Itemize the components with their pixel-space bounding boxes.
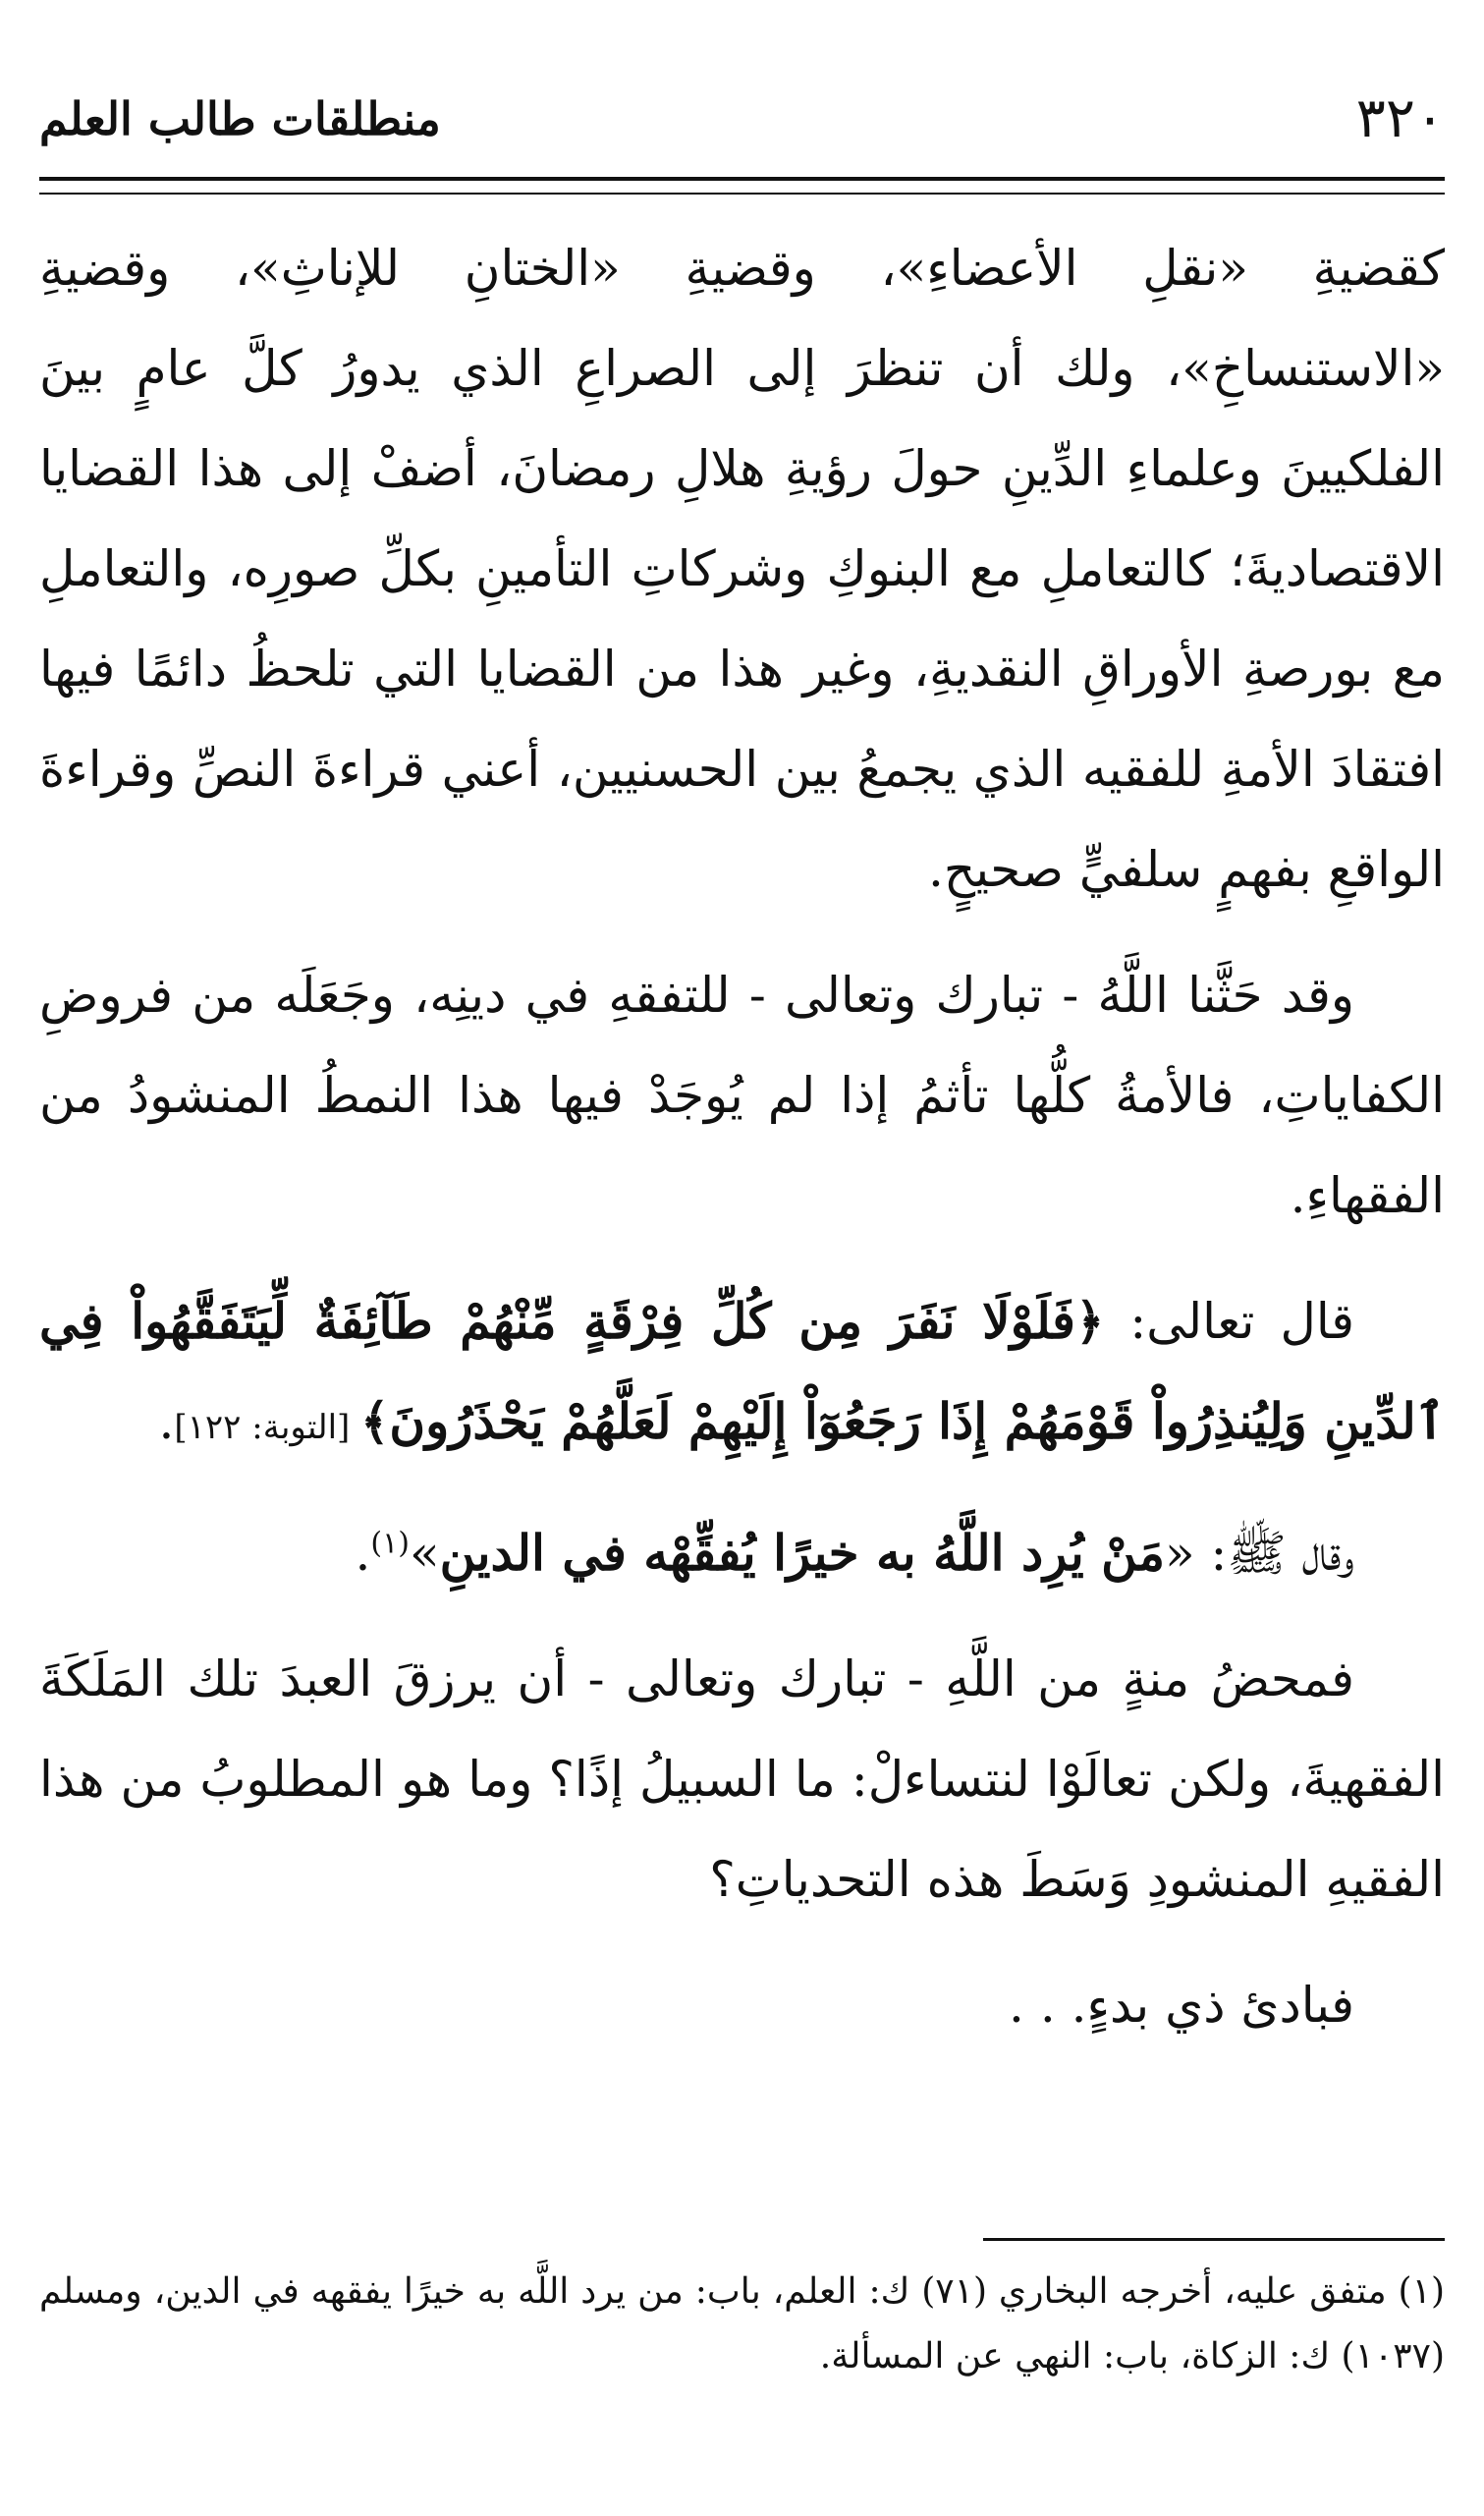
header-rule-thin — [39, 193, 1445, 195]
paragraph-5: فمحضُ منةٍ من اللَّهِ - تبارك وتعالى - أن يرزقَ العبدَ تلك المَلَكَةَ الفقهيةَ، ولكن تعالَوْا لنتساءلْ: ما السبيلُ إذًا؟ وما هو المطلوبُ من هذا الفقيهِ المنشودِ وَسَطَ هذه التحدياتِ؟ — [39, 1650, 1445, 1908]
verse-reference: [التوبة: ١٢٢] — [174, 1408, 361, 1447]
body-text — [39, 218, 1445, 2055]
paragraph-6: فبادئ ذي بدءٍ. . . — [1009, 1977, 1354, 2034]
hadith-text: مَنْ يُرِد اللَّهُ به خيرًا يُفقِّهْه في الدينِ — [439, 1524, 1165, 1582]
footnote-1: (١) متفق عليه، أخرجه البخاري (٧١) ك: العلم، باب: من يرد اللَّه به خيرًا يفقهه في الدين، ومسلم (١٠٣٧) ك: الزكاة، باب: النهي عن المسألة. — [39, 2271, 1445, 2376]
header-rule-thick — [39, 177, 1445, 181]
paragraph-4-hadith — [39, 1503, 1445, 1603]
hadith-close-quote: » — [409, 1525, 440, 1582]
page-number: ٣٢٠ — [1355, 86, 1445, 150]
paragraph-2: وقد حَثَّنا اللَّهُ - تبارك وتعالى - للتفقهِ في دينِه، وجَعَلَه من فروضِ الكفاياتِ، فالأمةُ كلُّها تأثمُ إذا لم يُوجَدْ فيها هذا النمطُ المنشودُ من الفقهاءِ. — [39, 967, 1445, 1224]
footnote-rule — [983, 2238, 1445, 2241]
quran-intro: قال تعالى: — [1104, 1293, 1354, 1350]
footnote-marker: (١) — [370, 1526, 410, 1561]
hadith-intro: وقال ﷺ: « — [1165, 1525, 1354, 1582]
verse-end: . — [158, 1393, 175, 1450]
running-title: منطلقات طالب العلم — [39, 92, 441, 145]
quran-verse: ﴿فَلَوْلَا نَفَرَ مِن كُلِّ فِرْقَةٍ مِّنْهُمْ طَآئِفَةٌ لِّيَتَفَقَّهُواْ فِي ٱلدِّينِ وَلِيُنذِرُواْ قَوْمَهُمْ إِذَا رَجَعُوٓاْ إِلَيْهِمْ لَعَلَّهُمْ يَحْذَرُونَ﴾ — [39, 1292, 1445, 1450]
paragraph-3-quran — [39, 1271, 1445, 1478]
hadith-end: . — [355, 1525, 371, 1582]
paragraph-1: كقضيةِ «نقلِ الأعضاءِ»، وقضيةِ «الختانِ للإناثِ»، وقضيةِ «الاستنساخِ»، ولك أن تنظرَ إلى الصراعِ الذي يدورُ كلَّ عامٍ بينَ الفلكيينَ وعلماءِ الدِّينِ حولَ رؤيةِ هلالِ رمضانَ، أضفْ إلى هذا القضايا الاقتصاديةَ؛ كالتعاملِ مع البنوكِ وشركاتِ التأمينِ بكلِّ صورِه، والتعاملِ مع بورصةِ الأوراقِ النقديةِ، وغير هذا من القضايا التي تلحظُ دائمًا فيها افتقادَ الأمةِ للفقيه الذي يجمعُ بين الحسنيين، أعني قراءةَ النصِّ وقراءةَ الواقعِ بفهمٍ سلفيٍّ صحيحٍ. — [39, 240, 1445, 898]
page-header — [39, 86, 1445, 165]
